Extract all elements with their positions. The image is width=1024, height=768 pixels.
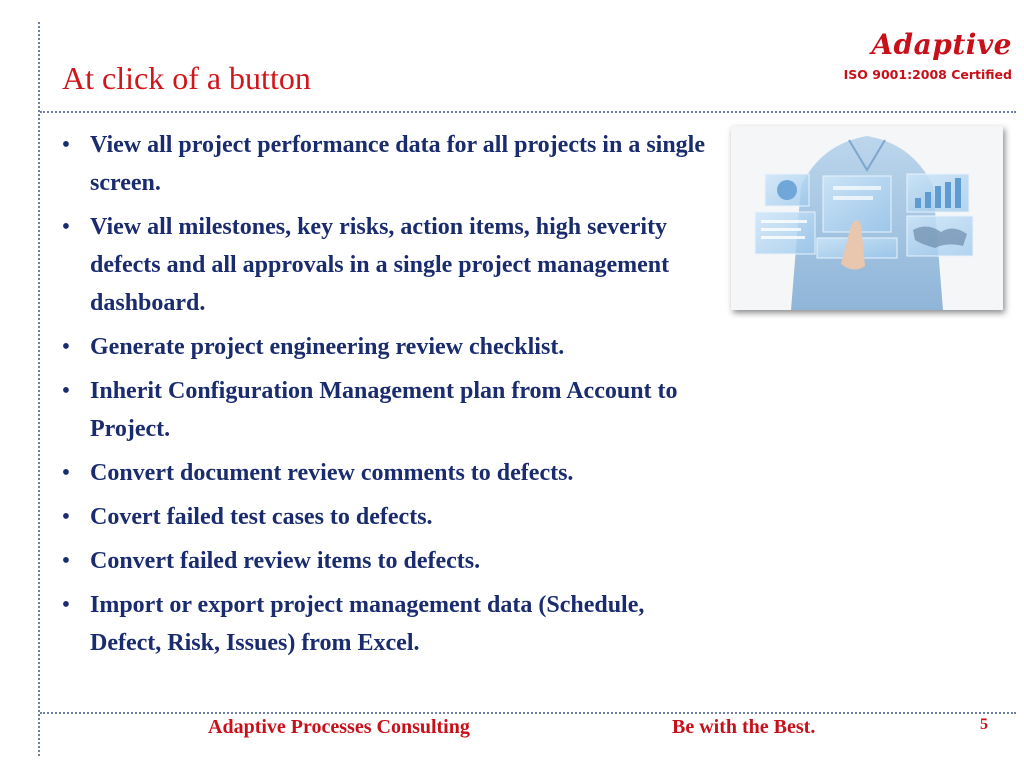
bullet-item: [56, 372, 716, 448]
bullet-marker: •: [61, 334, 71, 360]
bullet-item: [56, 542, 716, 580]
bullet-text: Convert document review comments to defects.: [90, 460, 574, 486]
bullet-marker: •: [61, 460, 71, 486]
bullet-list: [56, 126, 716, 668]
dashboard-illustration: [731, 126, 1003, 310]
touchscreen-dashboard-photo: [731, 126, 1003, 310]
bullet-marker: •: [61, 592, 71, 618]
bullet-text: Covert failed test cases to defects.: [90, 504, 433, 530]
bullet-text: Convert failed review items to defects.: [90, 548, 481, 574]
bullet-item: [56, 126, 716, 202]
bullet-item: [56, 328, 716, 366]
bullet-marker: •: [61, 378, 71, 404]
bullet-marker: •: [61, 214, 71, 240]
bullet-text: Import or export project management data (Schedule, Defect, Risk, Issues) from Excel.: [90, 592, 645, 656]
bullet-text: Inherit Configuration Management plan from Account to Project.: [90, 378, 678, 442]
bottom-dotted-rule: [40, 712, 1016, 714]
bullet-marker: •: [61, 504, 71, 530]
footer-tagline: Be with the Best.: [672, 716, 816, 738]
bullet-text: View all project performance data for all projects in a single screen.: [90, 132, 705, 196]
footer-company: Adaptive Processes Consulting: [208, 716, 470, 738]
bullet-text: Generate project engineering review checklist.: [90, 334, 565, 360]
bullet-text: View all milestones, key risks, action items, high severity defects and all approvals in a single project management dashboard.: [90, 214, 670, 316]
logo-certification: ISO 9001:2008 Certified: [843, 67, 1012, 82]
company-logo: [832, 28, 1012, 84]
page-number: 5: [980, 716, 988, 733]
bullet-item: [56, 454, 716, 492]
bullet-marker: •: [61, 132, 71, 158]
bullet-item: [56, 586, 716, 662]
top-dotted-rule: [40, 111, 1016, 113]
logo-name: Adaptive: [871, 28, 1012, 61]
bullet-item: [56, 208, 716, 322]
bullet-marker: •: [61, 548, 71, 574]
left-dotted-rule: [38, 22, 40, 756]
bullet-item: [56, 498, 716, 536]
slide-title: At click of a button: [62, 60, 311, 96]
